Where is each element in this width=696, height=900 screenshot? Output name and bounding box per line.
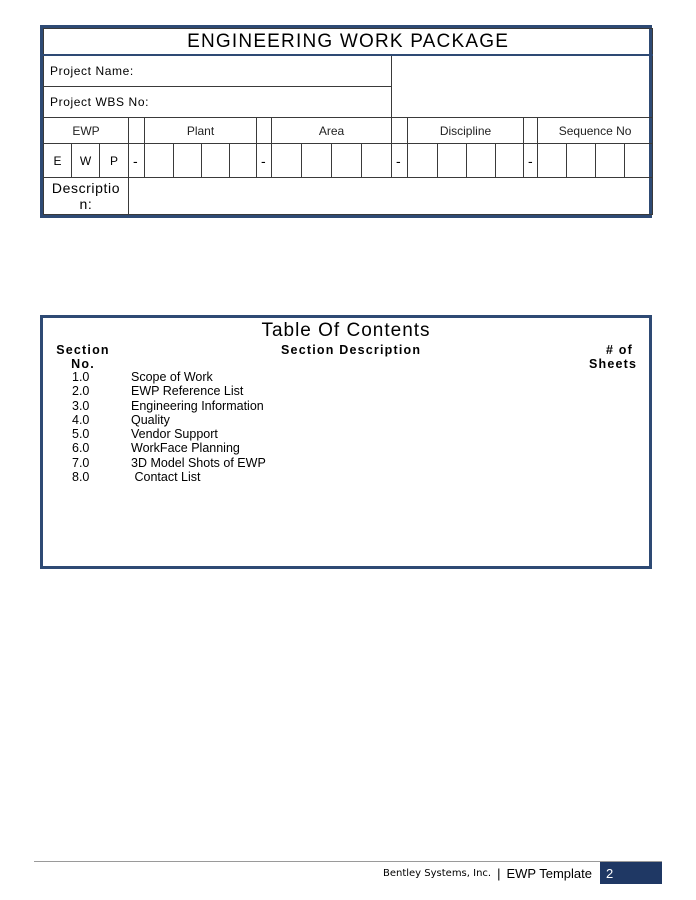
sequence-cell[interactable]: [567, 144, 596, 178]
toc-item-number: 1.0: [72, 370, 90, 384]
toc-item-number: 6.0: [72, 441, 90, 456]
toc-item-label: Engineering Information: [131, 398, 264, 413]
toc-item-number: 2.0: [72, 384, 90, 399]
discipline-cell[interactable]: [496, 144, 524, 178]
toc-item-number: 7.0: [72, 455, 90, 470]
toc-title: Table Of Contents: [261, 320, 431, 341]
col-sheets-header: # of Sheets: [589, 343, 638, 371]
toc-item: [67, 427, 266, 441]
description-field[interactable]: [129, 178, 653, 215]
area-cell[interactable]: [302, 144, 332, 178]
toc-item-label: WorkFace Planning: [131, 441, 240, 456]
toc-item-label: Quality: [131, 412, 170, 427]
toc-item-number: 4.0: [72, 412, 90, 427]
dash-separator: -: [392, 144, 408, 178]
toc-list: [67, 370, 266, 484]
toc-item-number: 8.0: [72, 470, 90, 485]
project-wbs-label: Project WBS No:: [44, 87, 392, 118]
col-section-header: Section No.: [56, 343, 110, 371]
segment-area: Area: [272, 118, 392, 144]
segment-discipline: Discipline: [408, 118, 524, 144]
dash-separator: -: [524, 144, 538, 178]
toc-item-number: 5.0: [72, 427, 90, 442]
toc-item: [67, 370, 266, 384]
footer-company: Bentley Systems, Inc.: [382, 867, 492, 879]
toc-item-label: 3D Model Shots of EWP: [131, 455, 266, 470]
discipline-cell[interactable]: [408, 144, 438, 178]
segment-spacer: [524, 118, 538, 144]
prefix-e: E: [44, 144, 72, 178]
footer-separator: |: [497, 865, 501, 881]
form-title: ENGINEERING WORK PACKAGE: [44, 29, 653, 56]
toc-item: [67, 470, 266, 484]
plant-cell[interactable]: [230, 144, 257, 178]
discipline-cell[interactable]: [467, 144, 496, 178]
ewp-header-table: [43, 28, 653, 215]
footer-template-name: EWP Template: [506, 865, 592, 881]
toc-item: [67, 441, 266, 455]
logo-box: [392, 55, 653, 118]
sequence-cell[interactable]: [625, 144, 653, 178]
prefix-p: P: [100, 144, 129, 178]
segment-spacer: [392, 118, 408, 144]
project-name-label: Project Name:: [44, 55, 392, 87]
toc-item-label: Vendor Support: [131, 427, 218, 442]
dash-separator: -: [257, 144, 272, 178]
ewp-header-form: [40, 25, 652, 218]
segment-sequence: Sequence No: [538, 118, 653, 144]
area-cell[interactable]: [272, 144, 302, 178]
description-label: Descriptio n:: [44, 178, 129, 215]
toc-item: [67, 399, 266, 413]
plant-cell[interactable]: [174, 144, 202, 178]
sequence-cell[interactable]: [596, 144, 625, 178]
toc-item-number: 3.0: [72, 398, 90, 413]
page-footer: [383, 862, 662, 884]
col-description-header: Section Description: [281, 343, 422, 357]
table-of-contents: [40, 315, 652, 569]
toc-item: [67, 384, 266, 398]
toc-item-label: Scope of Work: [131, 370, 213, 384]
discipline-cell[interactable]: [438, 144, 467, 178]
toc-item: [67, 456, 266, 470]
plant-cell[interactable]: [145, 144, 174, 178]
area-cell[interactable]: [362, 144, 392, 178]
plant-cell[interactable]: [202, 144, 230, 178]
segment-ewp: EWP: [44, 118, 129, 144]
toc-item-label: EWP Reference List: [131, 384, 244, 399]
dash-separator: -: [129, 144, 145, 178]
segment-plant: Plant: [145, 118, 257, 144]
prefix-w: W: [72, 144, 100, 178]
area-cell[interactable]: [332, 144, 362, 178]
toc-item: [67, 413, 266, 427]
page-number: 2: [600, 862, 662, 884]
sequence-cell[interactable]: [538, 144, 567, 178]
toc-item-label: Contact List: [131, 470, 201, 485]
segment-spacer: [129, 118, 145, 144]
segment-spacer: [257, 118, 272, 144]
